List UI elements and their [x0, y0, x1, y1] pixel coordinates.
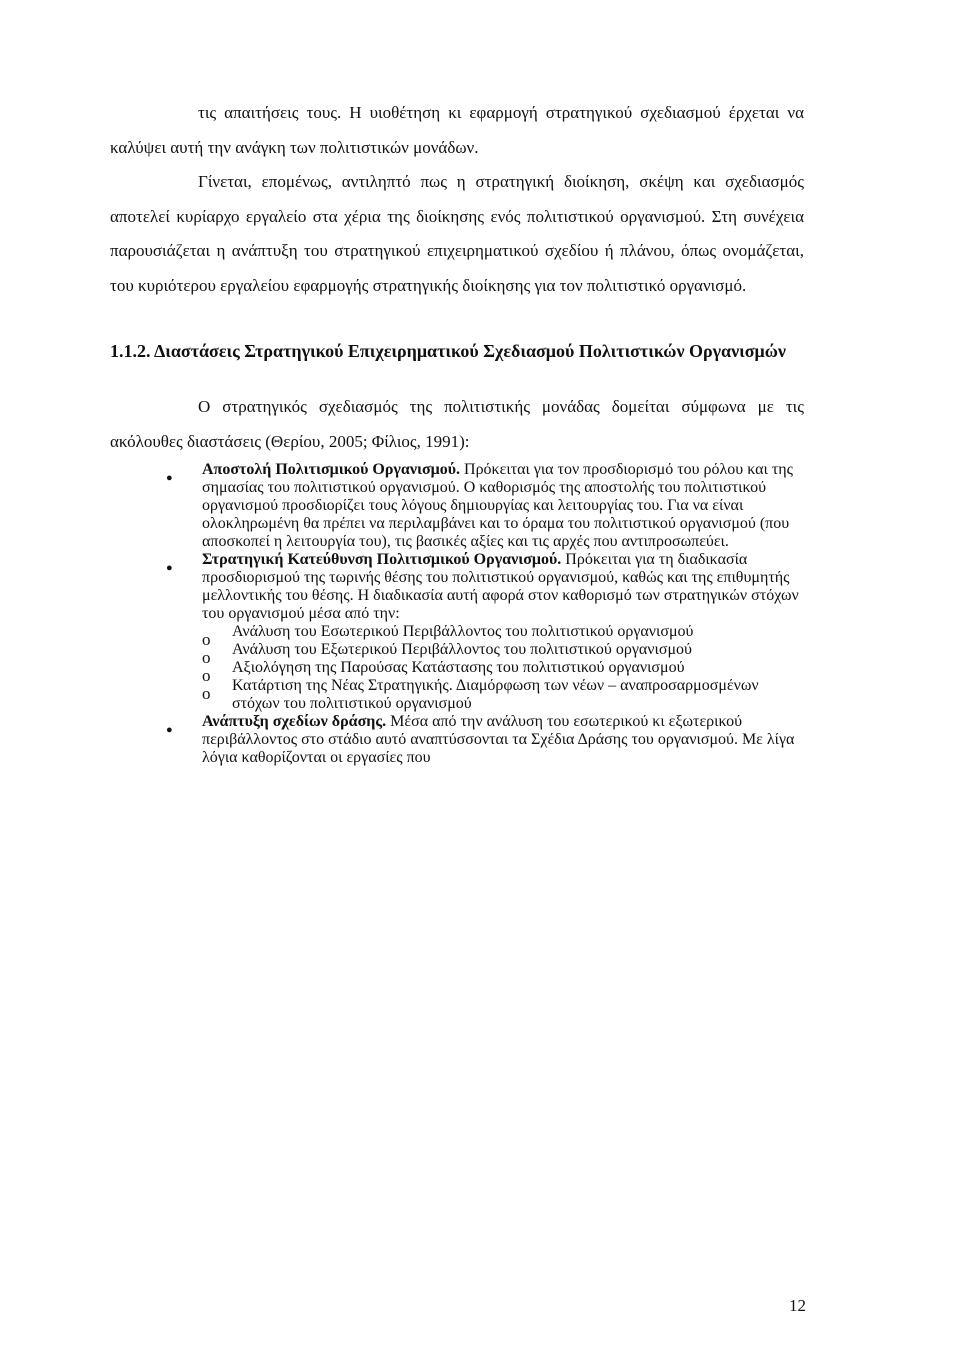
- paragraph-continuation: τις απαιτήσεις τους. Η υιοθέτηση κι εφαρμογή στρατηγικού σχεδιασμού έρχεται να καλύψει αυτή την ανάγκη των πολιτιστικών μονάδων.: [110, 103, 804, 157]
- paragraph-strategic-management: Γίνεται, επομένως, αντιληπτό πως η στρατηγική διοίκηση, σκέψη και σχεδιασμός αποτελεί κυρίαρχο εργαλείο στα χέρια της διοίκησης ενός πολιτιστικού οργανισμού. Στη συνέχεια παρουσιάζεται η ανάπτυξη του στρατηγικού επιχειρηματικού σχεδίου ή πλάνου, όπως ονομάζεται, του κυριότερου εργαλείου εφαρμογής στρατηγικής διοίκησης για τον πολιτιστικό οργανισμό.: [110, 172, 804, 295]
- list-item-mission: [110, 461, 804, 551]
- sublist-item: o Ανάλυση του Εξωτερικού Περιβάλλοντος του πολιτιστικού οργανισμού: [202, 641, 804, 659]
- page-number: 12: [789, 1296, 806, 1315]
- section-heading: 1.1.2. Διαστάσεις Στρατηγικού Επιχειρηματικού Σχεδιασμού Πολιτιστικών Οργανισμών: [110, 341, 786, 361]
- direction-sublist: [202, 623, 804, 713]
- list-item-strategic-direction: [110, 551, 804, 713]
- description-strategic-direction: Πρόκειται για τη διαδικασία προσδιορισμού της τωρινής θέσης του πολιτιστικού οργανισμού, καθώς και της επιθυμητής μελλοντικής του θέσης. Η διαδικασία αυτή αφορά στον καθορισμό των στρατηγικών στόχων του οργανισμού μέσα από την:: [202, 551, 799, 622]
- sublist-item: o Ανάλυση του Εσωτερικού Περιβάλλοντος του πολιτιστικού οργανισμού: [202, 623, 804, 641]
- term-action-plans: Ανάπτυξη σχεδίων δράσης.: [202, 713, 387, 730]
- list-item-action-plans: [110, 713, 804, 767]
- description-action-plans: Μέσα από την ανάλυση του εσωτερικού κι εξωτερικού περιβάλλοντος στο στάδιο αυτό αναπτύσσονται τα Σχέδια Δράσης του οργανισμού. Με λίγα λόγια καθορίζονται οι εργασίες που: [202, 713, 795, 766]
- page-content: [110, 96, 804, 767]
- term-mission: Αποστολή Πολιτισμικού Οργανισμού.: [202, 461, 461, 478]
- sublist-item: o Αξιολόγηση της Παρούσας Κατάστασης του πολιτιστικού οργανισμού: [202, 659, 804, 677]
- sublist-item: o Κατάρτιση της Νέας Στρατηγικής. Διαμόρφωση των νέων – αναπροσαρμοσμένων στόχων του πολιτιστικού οργανισμού: [202, 677, 804, 713]
- dimension-list: [110, 461, 804, 767]
- section-intro: Ο στρατηγικός σχεδιασμός της πολιτιστικής μονάδας δομείται σύμφωνα με τις ακόλουθες διαστάσεις (Θερίου, 2005; Φίλιος, 1991):: [110, 397, 804, 451]
- description-mission: Πρόκειται για τον προσδιορισμό του ρόλου και της σημασίας του πολιτιστικού οργανισμού. Ο καθορισμός της αποστολής του πολιτιστικού οργανισμού προσδιορίζει τους λόγους δημιουργίας και λειτουργίας του. Για να είναι ολοκληρωμένη θα πρέπει να περιλαμβάνει και το όραμα του πολιτιστικού οργανισμού (που αποσκοπεί η λειτουργία του), τις βασικές αξίες και τις αρχές που αντιπροσωπεύει.: [202, 461, 793, 550]
- term-strategic-direction: Στρατηγική Κατεύθυνση Πολιτισμικού Οργανισμού.: [202, 551, 562, 568]
